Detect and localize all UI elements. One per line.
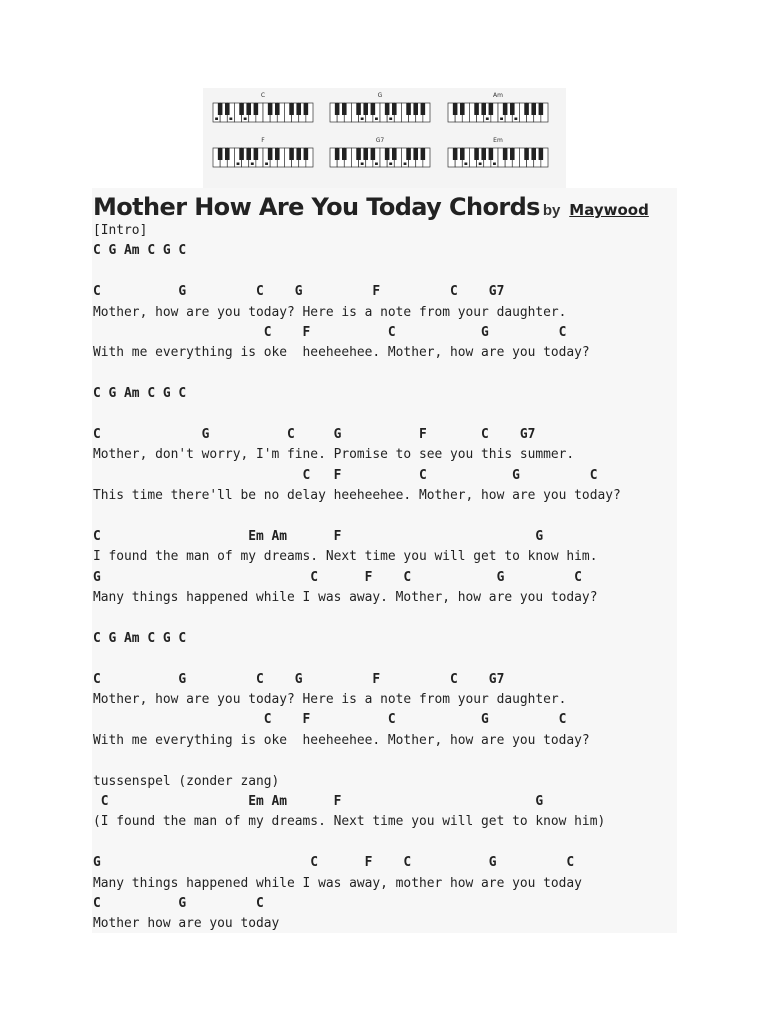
chord-line: C Em Am F G [93, 793, 544, 809]
chord-line: C G C G F C G7 [93, 671, 505, 687]
keyboard-icon [329, 102, 431, 124]
lyric-line: tussenspel (zonder zang) [93, 773, 280, 789]
keyboard-icon [447, 102, 549, 124]
chord-diagram [212, 92, 314, 128]
song-lyrics [93, 221, 621, 935]
blank-line [93, 262, 621, 282]
chord-line: C G C G F C G7 [93, 426, 536, 442]
lyric-line: Many things happened while I was away, mother how are you today [93, 875, 582, 891]
chord-line: C Em Am F G [93, 528, 544, 544]
song-title: Mother How Are You Today Chords [93, 193, 540, 221]
by-label: by [542, 202, 561, 219]
chord-diagram [447, 137, 549, 173]
chord-line: C F C G C [93, 712, 567, 728]
chord-line: C F C G C [93, 467, 598, 483]
lyric-line: Many things happened while I was away. Mother, how are you today? [93, 590, 598, 606]
keyboard-icon [212, 147, 314, 169]
lyric-line: With me everything is oke heeheehee. Mother, how are you today? [93, 732, 590, 748]
lyric-line: I found the man of my dreams. Next time you will get to know him. [93, 549, 598, 565]
chord-diagram-name: C [260, 92, 266, 99]
chord-diagram [329, 137, 431, 173]
chord-line: C G Am C G C [93, 630, 187, 646]
lyric-line: This time there'll be no delay heeheehee. Mother, how are you today? [93, 488, 621, 504]
keyboard-icon [212, 102, 314, 124]
lyric-line: With me everything is oke heeheehee. Mother, how are you today? [93, 345, 590, 361]
chord-diagram-name: Em [493, 137, 503, 144]
chord-line: C G C [93, 895, 264, 911]
chord-diagram-name: G [377, 92, 383, 99]
keyboard-icon [447, 147, 549, 169]
blank-line [93, 649, 621, 669]
keyboard-icon [329, 147, 431, 169]
chord-diagrams [203, 88, 566, 188]
blank-line [93, 364, 621, 384]
lyric-line: Mother how are you today [93, 916, 280, 932]
lyric-line: (I found the man of my dreams. Next time you will get to know him) [93, 814, 606, 830]
blank-line [93, 608, 621, 628]
chord-line: C G Am C G C [93, 243, 187, 259]
chord-line: C F C G C [93, 324, 567, 340]
blank-line [93, 405, 621, 425]
lyric-line: Mother, how are you today? Here is a note from your daughter. [93, 691, 567, 707]
chord-diagram [329, 92, 431, 128]
chord-line: G C F C G C [93, 855, 575, 871]
artist-link[interactable]: Maywood [569, 201, 649, 219]
chord-diagram-name: F [261, 137, 265, 144]
lyric-line: Mother, don't worry, I'm fine. Promise to see you this summer. [93, 447, 575, 463]
lyric-line: [Intro] [93, 223, 148, 238]
chord-line: C G Am C G C [93, 386, 187, 402]
chord-line: C G C G F C G7 [93, 284, 505, 300]
blank-line [93, 833, 621, 853]
chord-diagram [212, 137, 314, 173]
blank-line [93, 506, 621, 526]
chord-diagram-name: Am [493, 92, 503, 99]
chord-diagram-name: G7 [375, 137, 385, 144]
chord-line: G C F C G C [93, 569, 582, 585]
blank-line [93, 751, 621, 771]
lyric-line: Mother, how are you today? Here is a note from your daughter. [93, 304, 567, 320]
chord-diagram [447, 92, 549, 128]
